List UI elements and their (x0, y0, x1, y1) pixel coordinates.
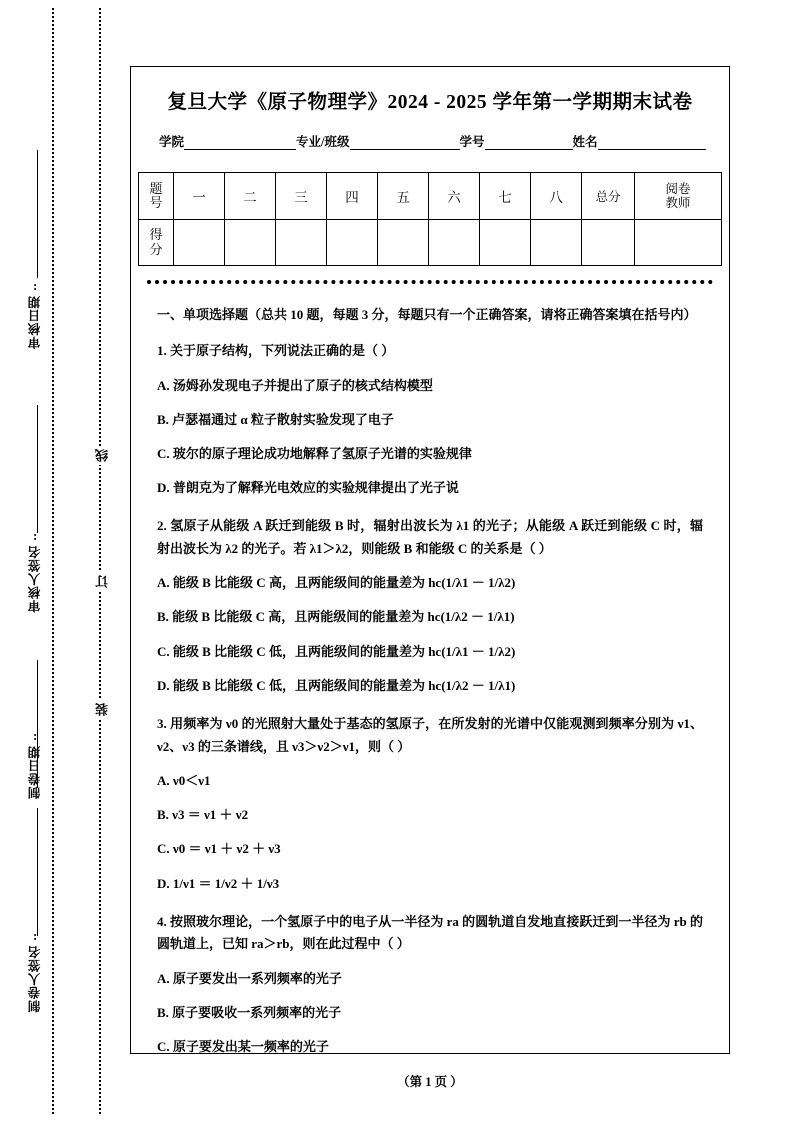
question-1-option-c[interactable]: C. 玻尔的原子理论成功地解释了氢原子光谱的实验规律 (157, 445, 472, 461)
margin-label-review-date: 审核日期: (28, 280, 42, 349)
field-name-label: 姓名 (572, 135, 598, 149)
question-2-option-c[interactable]: C. 能级 B 比能级 C 低，且两能级间的能量差为 hc(1/λ1 － 1/λ2) (157, 643, 516, 659)
table-row-scores (139, 220, 722, 266)
question-stem-1: 1. 关于原子结构，下列说法正确的是（ ） (157, 342, 395, 358)
question-2-option-b[interactable]: B. 能级 B 比能级 C 高，且两能级间的能量差为 hc(1/λ2 － 1/λ1) (157, 609, 515, 625)
field-student-id-blank[interactable] (485, 136, 573, 150)
score-col-3: 三 (276, 173, 327, 220)
score-cell-1[interactable] (174, 220, 225, 266)
score-col-5: 五 (378, 173, 429, 220)
score-cell-8[interactable] (531, 220, 582, 266)
question-2-option-a[interactable]: A. 能级 B 比能级 C 高，且两能级间的能量差为 hc(1/λ1 － 1/λ2) (157, 575, 516, 591)
field-student-id[interactable] (460, 132, 573, 150)
outer-dotted-line (52, 8, 54, 1114)
score-col-4: 四 (327, 173, 378, 220)
margin-label-reviewer-signature: 审核人签名: (28, 530, 42, 613)
student-info-line (159, 132, 707, 150)
field-major-class-label: 专业/班级 (296, 135, 350, 149)
score-cell-5[interactable] (378, 220, 429, 266)
score-cell-6[interactable] (429, 220, 480, 266)
page-title: 复旦大学《原子物理学》2024 - 2025 学年第一学期期末试卷 (167, 92, 693, 113)
question-3-option-c[interactable]: C. ν0 ＝ ν1 ＋ ν2 ＋ ν3 (157, 841, 281, 857)
score-table (138, 172, 722, 266)
question-2-option-d[interactable]: D. 能级 B 比能级 C 低，且两能级间的能量差为 hc(1/λ2 － 1/λ1) (157, 677, 516, 693)
score-col-total: 总分 (582, 173, 635, 220)
question-3-option-d[interactable]: D. 1/ν1 ＝ 1/ν2 ＋ 1/ν3 (157, 875, 280, 891)
margin-rule-4 (37, 808, 38, 936)
question-stem-3: 3. 用频率为 ν0 的光照射大量处于基态的氢原子，在所发射的光谱中仅能观测到频率分别为 ν1、ν2、ν3 的三条谱线，且 ν3＞ν2＞ν1，则（ ） (157, 715, 703, 754)
question-stem-2: 2. 氢原子从能级 A 跃迁到能级 B 时，辐射出波长为 λ1 的光子；从能级 A 跃迁到能级 C 时，辐射出波长为 λ2 的光子。若 λ1＞λ2，则能级 B 和能级 C 的关系是（ ） (157, 517, 703, 556)
score-cell-2[interactable] (225, 220, 276, 266)
stub-char-1: 题 (149, 180, 163, 196)
field-college[interactable] (159, 132, 296, 150)
inner-dotted-line (99, 8, 101, 1114)
field-college-label: 学院 (159, 135, 185, 149)
score-cell-4[interactable] (327, 220, 378, 266)
question-3-option-b[interactable]: B. ν3 ＝ ν1 ＋ ν2 (157, 807, 249, 823)
score-col-7: 七 (480, 173, 531, 220)
score-col-8: 八 (531, 173, 582, 220)
score-col-grading-teacher (635, 173, 722, 220)
exam-content (157, 304, 703, 1058)
margin-rule-1 (37, 150, 38, 278)
seal-char-bind: 订 (93, 572, 112, 591)
question-4-option-b[interactable]: B. 原子要吸收一系列频率的光子 (157, 1005, 342, 1021)
field-name[interactable] (573, 132, 706, 150)
seal-char-pack: 装 (93, 700, 112, 719)
question-4-option-c[interactable]: C. 原子要发出某一频率的光子 (157, 1039, 329, 1055)
stub-char-2: 号 (149, 195, 163, 210)
score-cell-grading-teacher[interactable] (635, 220, 722, 266)
left-margin-sealing-area (0, 0, 130, 1122)
question-1-option-b[interactable]: B. 卢瑟福通过 α 粒子散射实验发现了电子 (157, 411, 394, 427)
field-major-class[interactable] (296, 132, 459, 150)
teacher-label-line2: 教师 (665, 196, 691, 210)
question-stem-4: 4. 按照玻尔理论，一个氢原子中的电子从一半径为 ra 的圆轨道自发地直接跃迁到一半径为 rb 的圆轨道上，已知 ra＞rb，则在此过程中（ ） (157, 913, 703, 952)
field-name-blank[interactable] (598, 136, 706, 150)
score-table-stub-question-no (139, 173, 174, 220)
score-cell-3[interactable] (276, 220, 327, 266)
score-cell-total[interactable] (582, 220, 635, 266)
question-1-option-a[interactable]: A. 汤姆孙发现电子并提出了原子的核式结构模型 (157, 377, 433, 393)
score-cell-7[interactable] (480, 220, 531, 266)
stub-score-char-2: 分 (149, 241, 163, 257)
table-row-question-numbers (139, 173, 722, 220)
teacher-label-line1: 阅卷 (665, 181, 691, 196)
margin-rule-2 (37, 405, 38, 533)
score-col-1: 一 (174, 173, 225, 220)
exam-paper-frame (130, 66, 730, 1054)
margin-label-compiler-signature: 制卷人签名: (28, 930, 42, 1013)
margin-label-compile-date: 制卷日期: (28, 730, 42, 799)
seal-char-line: 线 (93, 446, 112, 465)
page-footer: （第 1 页 ） (397, 1075, 463, 1089)
field-major-class-blank[interactable] (350, 136, 460, 150)
section-heading: 一、单项选择题（总共 10 题，每题 3 分，每题只有一个正确答案，请将正确答案填在括号内） (157, 307, 697, 322)
question-1-option-d[interactable]: D. 普朗克为了解释光电效应的实验规律提出了光子说 (157, 479, 459, 495)
question-3-option-a[interactable]: A. ν0＜ν1 (157, 773, 211, 789)
question-4-option-a[interactable]: A. 原子要发出一系列频率的光子 (157, 971, 342, 987)
stub-score-char-1: 得 (149, 227, 163, 243)
score-col-6: 六 (429, 173, 480, 220)
field-college-blank[interactable] (184, 136, 296, 150)
field-student-id-label: 学号 (459, 135, 485, 149)
section-separator-dotted (147, 280, 713, 288)
score-table-stub-score (139, 220, 174, 266)
score-col-2: 二 (225, 173, 276, 220)
